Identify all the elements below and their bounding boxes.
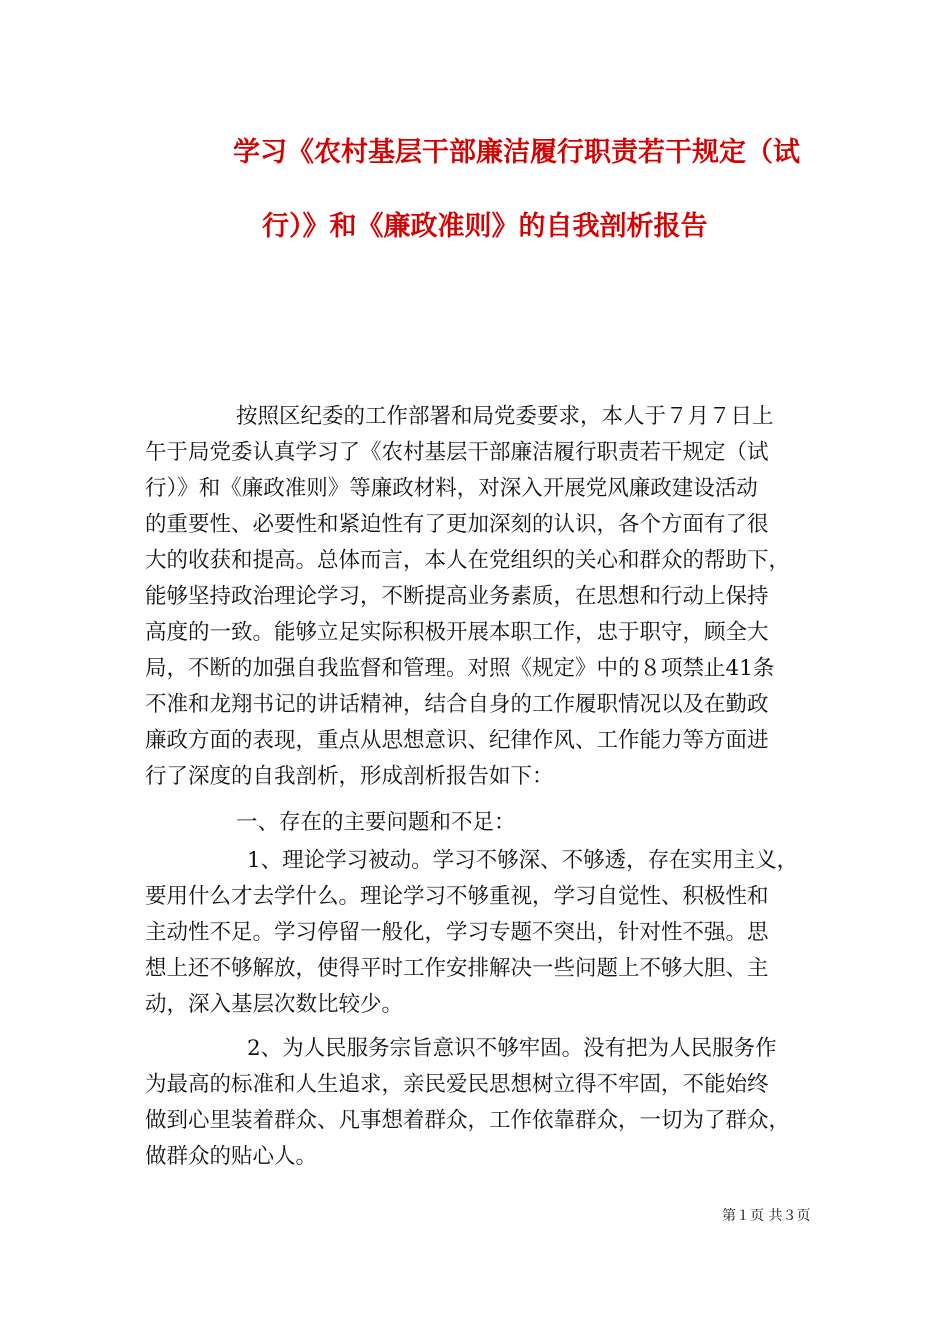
paragraph-line: 的重要性、必要性和紧迫性有了更加深刻的认识，各个方面有了很 xyxy=(145,512,769,537)
paragraph-line: 要用什么才去学什么。理论学习不够重视，学习自觉性、积极性和 xyxy=(145,884,769,909)
paragraph-line: 午于局党委认真学习了《农村基层干部廉洁履行职责若干规定（试 xyxy=(145,440,769,465)
paragraph-line: 2、为人民服务宗旨意识不够牢固。没有把为人民服务作 xyxy=(247,1036,777,1061)
paragraph-line: 做群众的贴心人。 xyxy=(145,1144,318,1169)
paragraph-line: 不准和龙翔书记的讲话精神，结合自身的工作履职情况以及在勤政 xyxy=(145,692,769,717)
paragraph-line: 做到心里装着群众、凡事想着群众，工作依靠群众，一切为了群众， xyxy=(145,1108,791,1133)
document-title-line-2: 行）》和《廉政准则》的自我剖析报告 xyxy=(262,211,708,242)
page-number-footer: 第１页 共３页 xyxy=(722,1208,811,1224)
paragraph-line: 行了深度的自我剖析，形成剖析报告如下： xyxy=(145,764,554,789)
paragraph-line: 行）》和《廉政准则》等廉政材料，对深入开展党风廉政建设活动 xyxy=(145,476,758,501)
paragraph-line: 廉政方面的表现，重点从思想意识、纪律作风、工作能力等方面进 xyxy=(145,728,769,753)
paragraph-line: 1、理论学习被动。学习不够深、不够透，存在实用主义， xyxy=(247,848,799,873)
paragraph-line: 能够坚持政治理论学习，不断提高业务素质，在思想和行动上保持 xyxy=(145,584,769,609)
paragraph-line: 为最高的标准和人生追求，亲民爱民思想树立得不牢固，不能始终 xyxy=(145,1072,769,1097)
paragraph-line: 大的收获和提高。总体而言，本人在党组织的关心和群众的帮助下， xyxy=(145,548,791,573)
paragraph-line: 动，深入基层次数比较少。 xyxy=(145,992,404,1017)
document-title-line-1: 学习《农村基层干部廉洁履行职责若干规定（试 xyxy=(233,137,800,168)
section-heading: 一、存在的主要问题和不足： xyxy=(236,810,516,835)
paragraph-line: 按照区纪委的工作部署和局党委要求，本人于７月７日上 xyxy=(236,404,774,429)
paragraph-line: 高度的一致。能够立足实际积极开展本职工作，忠于职守，顾全大 xyxy=(145,620,769,645)
paragraph-line: 局，不断的加强自我监督和管理。对照《规定》中的８项禁止41条 xyxy=(145,656,775,681)
paragraph-line: 主动性不足。学习停留一般化，学习专题不突出，针对性不强。思 xyxy=(145,920,769,945)
paragraph-line: 想上还不够解放，使得平时工作安排解决一些问题上不够大胆、主 xyxy=(145,956,769,981)
